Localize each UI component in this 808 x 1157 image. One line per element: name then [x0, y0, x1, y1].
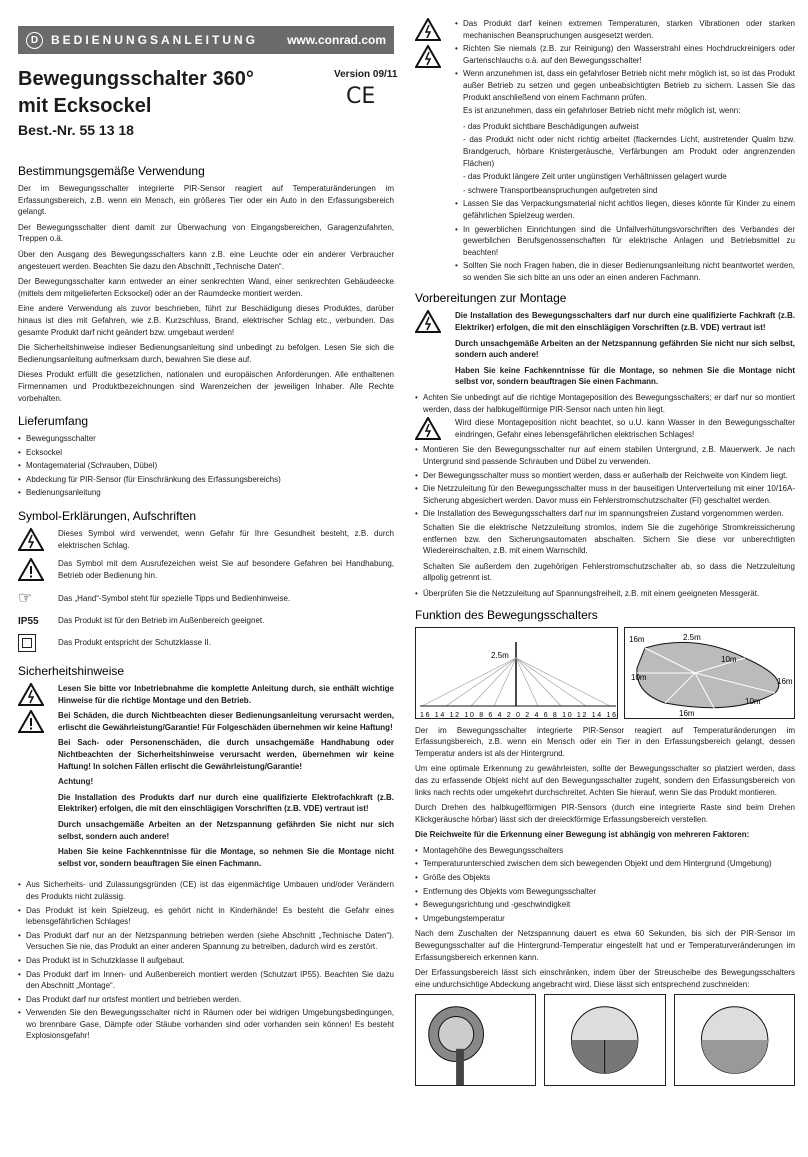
list-item: • Das Produkt darf im Innen- und Außenbereich montiert werden (Schutzart IP55). Beachten Sie dazu den Abschnitt „Montage“.	[18, 969, 394, 992]
range-label: 2.5m	[682, 632, 701, 642]
range-label: 10m	[630, 672, 647, 682]
paragraph: Der Erfassungsbereich lässt sich einschränken, indem über der Streuscheibe des Bewegungsschalters eine undurchsichtige Abdeckung angebracht wird. Diese lässt sich entsprechend zuschneiden:	[415, 968, 795, 989]
list-item: • Ecksockel	[18, 447, 394, 459]
range-label: 10m	[744, 696, 761, 706]
ce-mark: CE	[346, 84, 376, 109]
symbol-row: Das Produkt entspricht der Schutzklasse II.	[18, 634, 394, 652]
list-item: • Achten Sie unbedingt auf die richtige Montageposition des Bewegungsschalters; er darf nur so montiert werden, dass der halbkugelförmige PIR-Sensor nach unten hin liegt.	[415, 392, 795, 415]
list-item: • Montieren Sie den Bewegungsschalter nur auf einem stabilen Untergrund, z.B. Mauerwerk. Je nach Untergrund sind passende Schrauben und Dübel zu verwenden.	[415, 444, 795, 467]
lightning-warning-icon	[415, 45, 441, 68]
side-detection-diagram	[415, 627, 618, 719]
paragraph: Bei Schäden, die durch Nichtbeachten dieser Bedienungsanleitung verursacht werden, erlischt die Gewährleistung/Garantie! Für Folgeschäden übernehmen wir keine Haftung!	[58, 711, 394, 732]
list-item: • Das Produkt darf nur an der Netzspannung betrieben werden (siehe Abschnitt „Technische Daten“). Versuchen Sie nie, das Produkt an einer anderen Spannung zu betreiben, dadurch wird es zerstört.	[18, 930, 394, 953]
list-item: • Bewegungsrichtung und -geschwindigkeit	[415, 899, 795, 911]
lightning-warning-icon	[415, 417, 441, 440]
paragraph: Nach dem Zuschalten der Netzspannung dauert es etwa 60 Sekunden, bis sich der PIR-Sensor im Bewegungsschalter auf die Hintergrund-Temperatur eingestellt hat und er Temperaturveränderungen im Erfassungsbereich erkennen kann.	[415, 929, 795, 962]
list-item: • Abdeckung für PIR-Sensor (für Einschränkung des Erfassungsbereichs)	[18, 474, 394, 486]
range-label: 16m	[678, 708, 695, 718]
list-item: • Das Produkt darf keinen extremen Temperaturen, starken Vibrationen oder starken mechanischen Beanspruchungen ausgesetzt werden.	[455, 18, 795, 41]
section-heading: Bestimmungsgemäße Verwendung	[18, 164, 205, 178]
list-item: • Aus Sicherheits- und Zulassungsgründen (CE) ist das eigenmächtige Umbauen und/oder Verändern des Produkts nicht zulässig.	[18, 879, 394, 902]
ip55-label: IP55	[18, 615, 39, 627]
section-body	[415, 928, 795, 990]
header-label: BEDIENUNGSANLEITUNG	[51, 33, 259, 47]
range-label: 16m	[776, 676, 793, 686]
list-item: • Das Produkt ist kein Spielzeug, es gehört nicht in Kinderhände! Es besteht die Gefahr eines lebensgefährlichen Schlages!	[18, 905, 394, 928]
list-item: • Das Produkt ist in Schutzklasse II aufgebaut.	[18, 955, 394, 967]
paragraph: Die Sicherheitshinweise indieser Bedienungsanleitung sind unbedingt zu befolgen. Lesen Sie sich die Bedienungsanleitung aufmerksam durch, bewahren Sie diese auf.	[18, 343, 394, 364]
paragraph: Schalten Sie die elektrische Netzzuleitung stromlos, indem Sie die zugehörige Stromkreissicherung entfernen bzw. den Sicherungsautomaten abschalten. Sichern Sie diese vor unberechtigten Wiedereinschalten, z.B. mit einem Warnschild.	[423, 522, 795, 556]
paragraph: Um eine optimale Erkennung zu gewährleisten, sollte der Bewegungsschalter so platziert werden, dass das zu erfassende Objekt nicht auf den Bewegungsschalter zugeht, sondern den Erfassungsbereich von links nach rechts oder umgekehrt durchschreitet. Achten Sie hierauf, wenn Sie das Produkt montieren.	[415, 764, 795, 797]
range-label: 10m	[720, 654, 737, 664]
exclamation-warning-icon	[18, 558, 44, 581]
list-item: • Überprüfen Sie die Netzzuleitung auf Spannungsfreiheit, z.B. mit einem geeigneten Messgerät.	[415, 588, 795, 600]
lightning-warning-icon	[415, 18, 441, 41]
indented-text	[415, 522, 795, 584]
section-heading: Vorbereitungen zur Montage	[415, 291, 567, 306]
sensor-illustration	[415, 994, 536, 1086]
list-item: • Bewegungsschalter	[18, 433, 394, 445]
order-number: Best.-Nr. 55 13 18	[18, 122, 134, 138]
distance-ticks: 16 14 12 10 8 6 4 2 0 2 4 6 8 10 12 14 16	[420, 711, 616, 719]
top-diagram-svg	[625, 628, 795, 719]
list	[415, 845, 795, 925]
list	[18, 433, 394, 499]
list-item: • Die Netzzuleitung für den Bewegungsschalter muss in der bauseitigen Unterverteilung mit einer 10/16A-Sicherung abgesichert werden. Davor muss ein Fehlerstromschutzschalter (FI) geschaltet werden.	[415, 483, 795, 506]
list-item: - schwere Transportbeanspruchungen aufgetreten sind	[463, 185, 658, 195]
list-item: • Montagehöhe des Bewegungsschalters	[415, 845, 795, 857]
section-heading: Symbol-Erklärungen, Aufschriften	[18, 509, 197, 524]
list	[415, 444, 795, 520]
lightning-warning-icon	[18, 683, 44, 706]
cover-cut-illustration	[544, 994, 665, 1086]
list-item: • Das Produkt darf nur ortsfest montiert und betrieben werden.	[18, 994, 394, 1006]
paragraph: Achtung!	[58, 777, 94, 787]
safety-bold-text	[58, 683, 394, 873]
list-item: • In gewerblichen Einrichtungen sind die Unfallverhütungsvorschriften des Verbandes der gewerblichen Berufsgenossenschaften für elektrische Anlagen und Betriebsmittel zu beachten!	[455, 224, 795, 259]
symbol-row: ☞ Das „Hand“-Symbol steht für spezielle Tipps und Bedienhinweise.	[18, 590, 291, 608]
paragraph: Es ist anzunehmen, dass ein gefahrloser Betrieb nicht mehr möglich ist, wenn:	[463, 106, 741, 116]
list-item: • Umgebungstemperatur	[415, 913, 795, 925]
list-item: • Der Bewegungsschalter muss so montiert werden, dass er außerhalb der Reichweite von Kindern liegt.	[415, 470, 795, 482]
paragraph: Die Reichweite für die Erkennung einer Bewegung ist abhängig von mehreren Faktoren:	[415, 830, 750, 840]
list-item: • Lassen Sie das Verpackungsmaterial nicht achtlos liegen, dieses könnte für Kinder zu einem gefährlichen Spielzeug werden.	[455, 198, 795, 221]
list-item: • Montagematerial (Schrauben, Dübel)	[18, 460, 394, 472]
hand-pointer-icon: ☞	[18, 590, 33, 608]
header-url: www.conrad.com	[287, 33, 386, 47]
section-heading: Lieferumfang	[18, 414, 89, 429]
section-body	[415, 725, 795, 826]
list-item: • Bedienungsanleitung	[18, 487, 394, 499]
paragraph: Durch Drehen des halbkugelförmigen PIR-Sensors (durch eine integrierte Raste sind beim Drehen Klickgeräusche hörbar) lässt sich der dreieckförmige Erfassungsbereich verstellen.	[415, 803, 795, 824]
list-item: • Entfernung des Objekts vom Bewegungsschalter	[415, 886, 795, 898]
list	[455, 18, 795, 105]
paragraph: Die Installation des Produkts darf nur durch eine qualifizierte Elektrofachkraft (z.B. Elektriker) erfolgen, die mit den einschlägigen Vorschriften (z.B. VDE) vertraut ist!	[58, 792, 394, 814]
paragraph: Lesen Sie bitte vor Inbetriebnahme die komplette Anleitung durch, sie enthält wichtige Hinweise für die richtige Montage und den Betrieb.	[58, 684, 394, 705]
list-item: • Wenn anzunehmen ist, dass ein gefahrloser Betrieb nicht mehr möglich ist, so ist das Produkt außer Betrieb zu setzen und gegen unbeabsichtigten Betrieb zu sichern. Lassen Sie das Produkt anschließend von einem Fachmann prüfen.	[455, 68, 795, 103]
list-item: • Verwenden Sie den Bewegungsschalter nicht in Räumen oder bei widrigen Umgebungsbedingungen, wo brennbare Gase, Dämpfe oder Stäube vorhanden sind oder vorhanden sein können! Es besteht Explosionsgefahr!	[18, 1007, 394, 1042]
list-item: • Größe des Objekts	[415, 872, 795, 884]
paragraph: Der Bewegungsschalter dient damit zur Überwachung von Eingangsbereichen, Garagenzufahrten, Treppen o.ä.	[18, 222, 394, 244]
symbol-row: IP55 Das Produkt ist für den Betrieb im Außenbereich geeignet.	[18, 615, 265, 627]
paragraph: Durch unsachgemäße Arbeiten an der Netzspannung gefährden Sie nicht nur sich selbst, sondern auch andere!	[455, 338, 795, 360]
list	[18, 879, 394, 1042]
paragraph: Haben Sie keine Fachkenntnisse für die Montage, so nehmen Sie die Montage nicht selbst vor, sondern beauftragen Sie einen Fachmann.	[455, 365, 795, 387]
side-diagram-svg	[416, 628, 618, 719]
list-item: - das Produkt nicht oder nicht richtig arbeitet (flackerndes Licht, austretender Qualm bzw. Brandgeruch, hörbare Knistergeräusche, Verfärbungen am Produkt oder angrenzenden Flächen)	[463, 135, 795, 168]
top-detection-diagram	[624, 627, 795, 719]
warning-text: Wird diese Montageposition nicht beachtet, so u.U. kann Wasser in den Bewegungsschalter eindringen, Gefahr eines lebensgefährlichen elektrischen Schlages!	[455, 418, 795, 439]
cover-mounted-illustration	[674, 994, 795, 1086]
list-item: • Richten Sie niemals (z.B. zur Reinigung) den Wasserstrahl eines Hochdruckreinigers oder Gartenschlauchs o.ä. auf den Bewegungsschalter!	[455, 43, 795, 66]
cover-illustrations	[415, 994, 795, 1086]
language-badge: D	[26, 32, 43, 49]
lightning-warning-icon	[18, 528, 44, 551]
installation-bold-text	[455, 310, 795, 392]
section-heading: Sicherheitshinweise	[18, 664, 125, 679]
exclamation-warning-icon	[18, 710, 44, 733]
paragraph: Schalten Sie außerdem den zugehörigen Fehlerstromschutzschalter ab, so dass die Netzzuleitung allpolig getrennt ist.	[423, 561, 795, 583]
paragraph: Dieses Produkt erfüllt die gesetzlichen, nationalen und europäischen Anforderungen. Alle enthaltenen Firmennamen und Produktbezeichnungen sind Warenzeichen der jeweiligen Inhaber. Alle Rechte vorbehalten.	[18, 370, 394, 403]
height-label: 2.5m	[491, 650, 509, 660]
protection-class-ii-icon	[18, 634, 36, 652]
symbol-row: Das Symbol mit dem Ausrufezeichen weist Sie auf besondere Gefahren bei Handhabung, Betrieb oder Bedienung hin.	[18, 558, 394, 581]
list-item: - das Produkt längere Zeit unter ungünstigen Verhältnissen gelagert wurde	[463, 172, 727, 182]
paragraph: Der im Bewegungsschalter integrierte PIR-Sensor reagiert auf Temperaturänderungen im Erfassungsbereich, z.B. wenn ein Mensch oder ein Tier in den Erfassungsbereich gelangt, dessen Temperatur anders ist als der Hintergrund.	[415, 725, 795, 758]
paragraph: Der Bewegungsschalter kann entweder an einer senkrechten Wand, einer senkrechten Gebäudeecke (mittels dem mitgelieferten Ecksockel) oder an der Raumdecke montiert werden.	[18, 277, 394, 298]
symbol-row: Dieses Symbol wird verwendet, wenn Gefahr für Ihre Gesundheit besteht, z.B. durch elektrischen Schlag.	[18, 528, 394, 551]
paragraph: Haben Sie keine Fachkenntnisse für die Montage, so nehmen Sie die Montage nicht selbst vor, sondern beauftragen Sie einen Fachmann.	[58, 847, 394, 868]
list-item: • Die Installation des Bewegungsschalters darf nur im spannungsfreien Zustand vorgenommen werden.	[415, 508, 795, 520]
paragraph: Über den Ausgang des Bewegungsschalters kann z.B. eine Leuchte oder ein anderer Verbraucher angesteuert werden. Beachten Sie dazu den Abschnitt „Technische Daten“.	[18, 249, 394, 271]
paragraph: Der im Bewegungsschalter integrierte PIR-Sensor reagiert auf Temperaturänderungen im Erfassungsbereich, z.B. wenn ein Mensch, ein größeres Tier oder ein Auto in den Erfassungsbereich gelangt.	[18, 184, 394, 217]
dash-list	[463, 121, 795, 197]
header-bar	[18, 26, 394, 54]
range-label: 16m	[628, 634, 645, 644]
lightning-warning-icon	[415, 310, 441, 333]
page-title: Bewegungsschalter 360° mit Ecksockel	[18, 68, 254, 117]
section-heading: Funktion des Bewegungsschalters	[415, 607, 598, 622]
paragraph: Die Installation des Bewegungsschalters darf nur durch eine qualifizierte Fachkraft (z.B. Elektriker) erfolgen, die mit den einschlägigen Vorschriften (z.B. VDE) vertraut ist!	[455, 311, 795, 333]
paragraph: Bei Sach- oder Personenschäden, die durch unsachgemäße Handhabung oder Nichtbeachten der Sicherheitshinweise verursacht werden, übernehmen wir keine Haftung! In solchen Fällen erlischt die Gewährleistung/Garantie!	[58, 738, 394, 771]
list-item: - das Produkt sichtbare Beschädigungen aufweist	[463, 121, 639, 131]
paragraph: Durch unsachgemäße Arbeiten an der Netzspannung gefährden Sie nicht nur sich selbst, sondern auch andere!	[58, 819, 394, 841]
list-item: • Temperaturunterschied zwischen dem sich bewegenden Objekt und dem Hintergrund (Umgebung)	[415, 858, 795, 870]
list-item: • Sollten Sie noch Fragen haben, die in dieser Bedienungsanleitung nicht beantwortet werden, so wenden Sie sich bitte an uns oder an einen anderen Fachmann.	[455, 260, 795, 283]
paragraph: Eine andere Verwendung als zuvor beschrieben, führt zur Beschädigung dieses Produktes, darüber hinaus ist dies mit Gefahren, wie z.B. Kurzschluss, Brand, elektrischer Schlag etc., verbunden. Das gesamte Produkt darf nicht geändert bzw. umgebaut werden!	[18, 304, 394, 337]
section-body	[18, 183, 394, 404]
version-label: Version 09/11	[334, 69, 398, 80]
list	[415, 198, 795, 283]
